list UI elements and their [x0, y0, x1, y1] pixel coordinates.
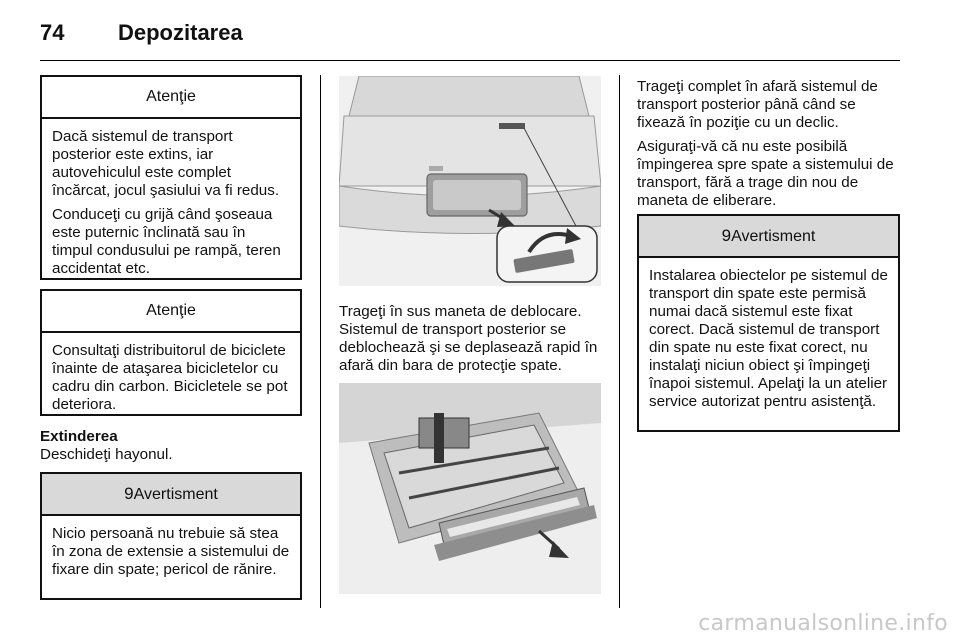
column-divider-right — [619, 75, 620, 608]
instructions-text — [637, 78, 907, 216]
section-extension — [40, 428, 302, 464]
caution-box-title: Atenţie — [42, 77, 300, 119]
warning-box-body — [639, 258, 898, 411]
watermark: carmanualsonline.info — [698, 611, 948, 636]
caption-text: Trageţi în sus maneta de deblocare. Sistemul de transport posterior se deblochează şi se deplasează rapid în afară din bara de protecţie spate. — [339, 303, 598, 374]
instruction-paragraph: Trageţi complet în afară sistemul de transport posterior până când se fixează în poziţie cu un declic. — [637, 78, 878, 131]
section-heading: Extinderea — [40, 428, 118, 445]
warning-symbol-icon: 9 — [124, 484, 134, 503]
caution-paragraph: Consultaţi distribuitorul de biciclete înainte de ataşarea bicicletelor cu cadru din carbon. Bicicletele se pot deteriora. — [52, 342, 288, 413]
warning-box-title — [42, 474, 300, 516]
caution-box-title: Atenţie — [42, 291, 300, 333]
column-divider-left — [320, 75, 321, 608]
instruction-paragraph: Asiguraţi-vă că nu este posibilă împingerea spre spate a sistemului de transport, fără a trage din nou de maneta de eliberare. — [637, 138, 894, 209]
warning-title-text: Avertisment — [133, 486, 218, 503]
warning-box-extension — [40, 472, 302, 600]
figure-carrier-extended — [339, 383, 601, 594]
warning-box-body — [42, 516, 300, 579]
warning-title-text: Avertisment — [731, 228, 816, 245]
caution-box-body — [42, 333, 300, 414]
caution-box-body — [42, 119, 300, 278]
figure-caption — [339, 303, 609, 381]
caution-paragraph: Dacă sistemul de transport posterior este extins, iar autovehiculul este complet încărcat, jocul şasiului va fi redus. — [52, 128, 280, 199]
page-number: 74 — [40, 20, 65, 45]
caution-paragraph: Conduceţi cu grijă când şoseaua este puternic înclinată sau în timpul condusului pe rampă, teren accidentat etc. — [52, 206, 281, 277]
figure-release-lever — [339, 76, 601, 286]
page-title: Depozitarea — [118, 20, 243, 45]
section-text: Deschideţi hayonul. — [40, 446, 173, 463]
warning-paragraph: Nicio persoană nu trebuie să stea în zona de extensie a sistemului de fixare din spate; pericol de rănire. — [52, 525, 290, 578]
warning-paragraph: Instalarea obiectelor pe sistemul de transport din spate este permisă numai dacă sistemul este fixat corect. Dacă sistemul de transport din spate nu este fixat corect, nu instalaţi niciun obiect şi împingeţi înapoi sistemul. Apelaţi la un atelier service autorizat pentru asistenţă. — [649, 267, 888, 410]
caution-box-chassis — [40, 75, 302, 280]
header-rule — [40, 60, 900, 61]
warning-box-mounting — [637, 214, 900, 432]
warning-box-title — [639, 216, 898, 258]
warning-symbol-icon: 9 — [721, 226, 732, 245]
caution-box-carbon — [40, 289, 302, 416]
